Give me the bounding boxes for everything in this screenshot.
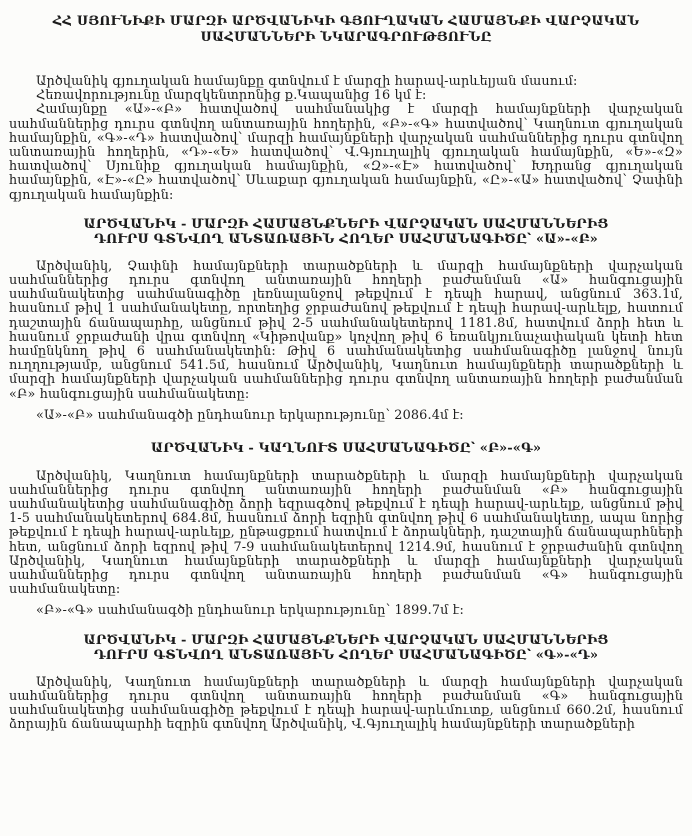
section-b-g-heading: ԱՐԾՎԱՆԻԿ - ԿԱՂՆՈՒՏ ՍԱՀՄԱՆԱԳԻԾԸ՝ «Բ»-«Գ» (150, 441, 542, 457)
document-title-line2: ՍԱՀՄԱՆՆԵՐԻ ՆԿԱՐԱԳՐՈՒԹՅՈՒՆԸ (200, 29, 492, 45)
section-a-b-body-paragraph: Արծվանիկ, Չափնի համայնքների տարածքների և մարզի համայնքների վարչական սահմաններից դուրս գտնվող անտառային հողերի բաժանման «Ա» հանգուցային սահմանակետից սահմանագիծը լեռնալանջով թեքվում է դեպի հարավ, անցնում 363.1մ, հասնում թիվ 1 սահմանակետը, որտեղից ջրբաժանով թեքվում է դեպի հարավ-արևելք, հատում դաշտային ճանապարհը, անցնում թիվ 2-5 սահմանակետերով 1181.8մ, հատվում ձորի հետ և հասնում ջրբաժանի վրա գտնվող «Կիթովանք» կոչվող թիվ 6 եռանկյունաչափական կետի հետ համընկնող թիվ 6 սահմանակետին: Թիվ 6 սահմանակետից սահմանագիծը լանջով նույն ուղղությամբ, անցնում 541.5մ, հասնում Արծվանիկ, Կաղնուտ համայնքների տարածքների և մարզի համայնքների վարչական սահմաններից դուրս գտնվող անտառային հողերի բաժանման «Բ» հանգուցային սահմանակետը: (9, 258, 683, 402)
section-g-d-body-paragraph: Արծվանիկ, Կաղնուտ համայնքների տարածքների և մարզի համայնքների վարչական սահմաններից դուրս գտնվող անտառային հողերի բաժանման «Գ» հանգուցային սահմանակետից սահմանագիծը թեքվում է դեպի հարավ-արևմուտք, անցնում 660.2մ, հասնում ձորային ճանապարհի եզրին գտնվող Արծվանիկ, Վ.Գյուղալիկ համայնքների տարածքների (9, 674, 683, 733)
section-b-g-body-paragraph: Արծվանիկ, Կաղնուտ համայնքների տարածքների և մարզի համայնքների վարչական սահմաններից դուրս գտնվող անտառային հողերի բաժանման «Բ» հանգուցային սահմանակետից սահմանագիծը ձորի եզրագծով թեքվում է դեպի հարավ-արևելք, անցնում թիվ 1-5 սահմանակետերով 684.8մ, հասնում ձորի եզրին գտնվող թիվ 6 սահմանակետը, ապա նորից թեքվում է դեպի հարավ-արևելք, ընթացքում հատվում է ձորակների, դաշտային ճանապարհների հետ, անցնում ձորի եզրով թիվ 7-9 սահմանակետերով 1214.9մ, հասնում է ջրբաժանին գտնվող Արծվանիկ, Կաղնուտ համայնքների տարածքների և մարզի համայնքների վարչական սահմաններից դուրս գտնվող անտառային հողերի բաժանման «Գ» հանգուցային սահմանակետը: (9, 468, 683, 598)
intro-distance-paragraph: Հեռավորությունը մարզկենտրոնից ք.Կապանից 16 կմ է: (36, 88, 427, 104)
document-title-line1: ՀՀ ՍՅՈՒՆԻՔԻ ՄԱՐԶԻ ԱՐԾՎԱՆԻԿԻ ԳՅՈՒՂԱԿԱՆ ՀԱՄԱՅՆՔԻ ՎԱՐՉԱԿԱՆ (52, 14, 640, 29)
intro-location-paragraph: Արծվանիկ գյուղական համայնքը գտնվում է մարզի հարավ-արևելյան մասում: (36, 74, 578, 89)
document-title (51, 14, 641, 45)
section-a-b-heading: ԱՐԾՎԱՆԻԿ - ՄԱՐԶԻ ՀԱՄԱՅՆՔՆԵՐԻ ՎԱՐՉԱԿԱՆ ՍԱՀՄԱՆՆԵՐԻՑ ԴՈՒՐՍ ԳՏՆՎՈՂ ԱՆՏԱՌԱՅԻՆ ՀՈՂԵՐ ՍԱՀՄԱՆԱԳԻԾԸ՝ «Ա»-«Բ» (83, 216, 609, 248)
intro-adjacency-paragraph: Համայնքը «Ա»-«Բ» հատվածով սահմանակից է մարզի համայնքների վարչական սահմաններից դուրս գտնվող անտառային հողերին, «Բ»-«Գ» հատվածով՝ Կաղնուտ գյուղական համայնքին, «Գ»-«Դ» հատվածով՝ մարզի համայնքների վարչական սահմաններից դուրս գտնվող անտառային հողերին, «Դ»-«Ե» հատվածով՝ Վ.Գյուղալիկ գյուղական համայնքին, «Ե»-«Զ» հատվածով՝ Սյունիք գյուղական համայնքին, «Զ»-«Է» հատվածով՝ Խդրանց գյուղական համայնքին, «Է»-«Ը» հատվածով՝ Սևաքար գյուղական համայնքին, «Ը»-«Ա» հատվածով՝ Չափնի գյուղական համայնքին: (9, 102, 683, 203)
section-a-b-total-length: «Ա»-«Բ» սահմանագծի ընդհանուր երկարությունը՝ 2086.4մ է: (36, 407, 464, 423)
section-g-d-heading: ԱՐԾՎԱՆԻԿ - ՄԱՐԶԻ ՀԱՄԱՅՆՔՆԵՐԻ ՎԱՐՉԱԿԱՆ ՍԱՀՄԱՆՆԵՐԻՑ ԴՈՒՐՍ ԳՏՆՎՈՂ ԱՆՏԱՌԱՅԻՆ ՀՈՂԵՐ ՍԱՀՄԱՆԱԳԻԾԸ՝ «Գ»-«Դ» (83, 632, 609, 664)
section-b-g-total-length: «Բ»-«Գ» սահմանագծի ընդհանուր երկարությունը՝ 1899.7մ է: (36, 603, 464, 619)
